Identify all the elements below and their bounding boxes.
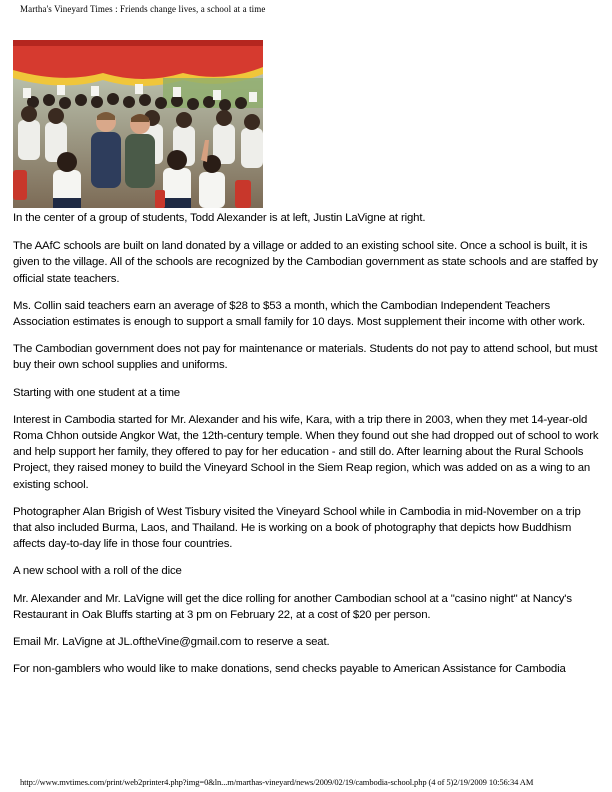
article-body bbox=[13, 210, 599, 688]
article-photo bbox=[13, 40, 263, 208]
paragraph: Ms. Collin said teachers earn an average of $28 to $53 a month, which the Cambodian Independent Teachers Association estimates is enough to support a small family for 10 days. Most supplement their income with other work. bbox=[13, 299, 586, 329]
paragraph: The AAfC schools are built on land donated by a village or added to an existing school site. Once a school is built, it is given to the village. All of the schools are recognized by the Cambodian government as state schools and are staffed by official state teachers. bbox=[13, 240, 598, 285]
paragraph: The Cambodian government does not pay for maintenance or materials. Students do not pay to attend school, but must buy their own school supplies and uniforms. bbox=[13, 343, 598, 372]
print-footer-url: http://www.mvtimes.com/print/web2printer4.php?img=0&ln...m/marthas-vineyard/news/2009/02/19/cambodia-school.php (4 of 5)2/19/2009 10:56:34 AM bbox=[20, 777, 534, 787]
paragraph: Photographer Alan Brigish of West Tisbury visited the Vineyard School while in Cambodia in mid-November on a trip that also included Burma, Laos, and Thailand. He is working on a book of photography that depicts how Buddhism affects day-to-day life in those four countries. bbox=[13, 505, 581, 551]
photo-students-classroom-icon bbox=[13, 40, 263, 208]
paragraph: Email Mr. LaVigne at JL.oftheVine@gmail.com to reserve a seat. bbox=[13, 636, 330, 649]
paragraph: Interest in Cambodia started for Mr. Alexander and his wife, Kara, with a trip there in 2003, when they met 14-year-old Roma Chhon outside Angkor Wat, the 12th-century temple. When they found out she had dropped out of school to work and help support her family, they offered to pay for her education - and still do. After learning about the Rural Schools Project, they raised money to build the Vineyard School in the Siem Reap region, which was added on as a wing to an existing school. bbox=[13, 413, 599, 491]
photo-caption: In the center of a group of students, Todd Alexander is at left, Justin LaVigne at right. bbox=[13, 212, 426, 224]
section-heading: A new school with a roll of the dice bbox=[13, 565, 182, 578]
section-heading: Starting with one student at a time bbox=[13, 386, 180, 399]
paragraph: Mr. Alexander and Mr. LaVigne will get the dice rolling for another Cambodian school at a "casino night" at Nancy's Restaurant in Oak Bluffs starting at 3 pm on February 22, at a cost of $20 per person. bbox=[13, 592, 572, 621]
print-header-title: Martha's Vineyard Times : Friends change lives, a school at a time bbox=[20, 4, 266, 14]
paragraph: For non-gamblers who would like to make donations, send checks payable to American Assistance for Cambodia bbox=[13, 663, 566, 676]
